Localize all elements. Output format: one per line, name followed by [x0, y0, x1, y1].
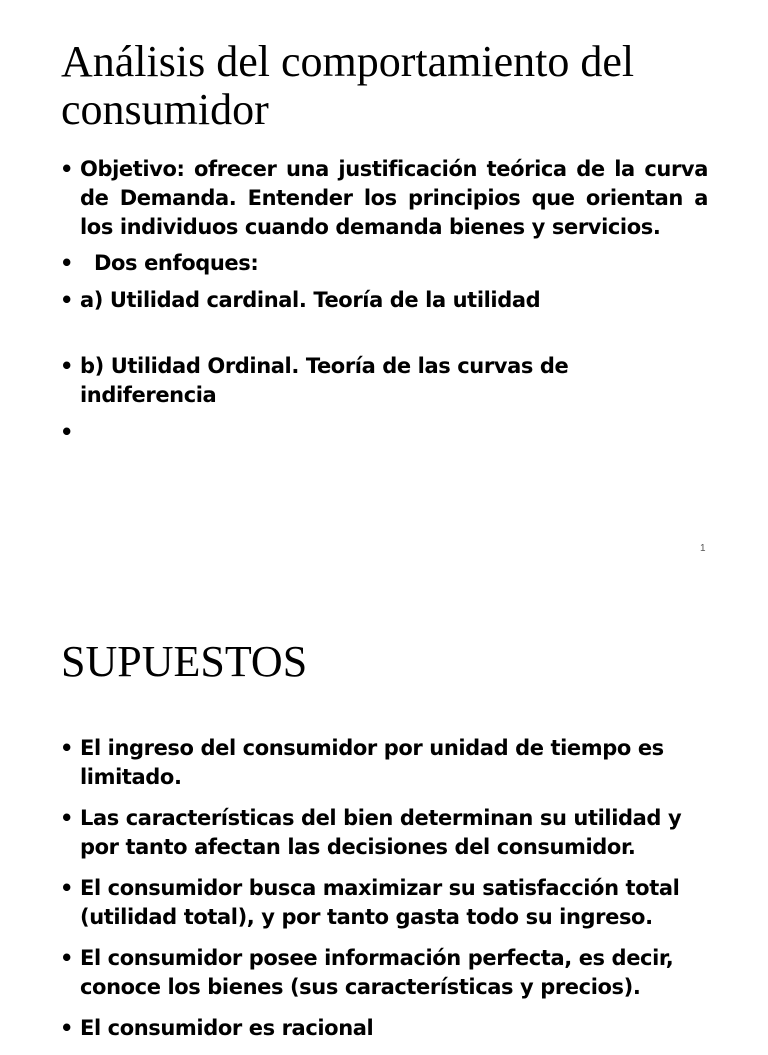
bullet-icon: •: [60, 736, 74, 760]
slide-2: [0, 576, 768, 1040]
bullet-text: El consumidor posee información perfecta, es decir, conoce los bienes (sus características y precios).: [80, 946, 674, 999]
bullet-icon: •: [60, 157, 74, 181]
list-item: [60, 249, 708, 278]
bullet-icon: •: [60, 806, 74, 830]
slide-title: Análisis del comportamiento del consumidor: [61, 37, 635, 134]
list-item: [60, 1014, 708, 1043]
bullet-icon: •: [60, 876, 74, 900]
slide-title: SUPUESTOS: [61, 637, 308, 686]
list-item: [60, 352, 708, 410]
bullet-text: b) Utilidad Ordinal. Teoría de las curvas de indiferencia: [80, 354, 569, 407]
list-item: [60, 874, 708, 932]
bullet-text: a) Utilidad cardinal. Teoría de la utilidad: [80, 288, 541, 312]
bullet-text: Objetivo: ofrecer una justificación teórica de la curva de Demanda. Entender los principios que orientan a los individuos cuando demanda bienes y servicios.: [80, 157, 708, 239]
bullet-icon: •: [60, 354, 74, 378]
bullet-icon: •: [60, 288, 74, 312]
bullet-text: Las características del bien determinan su utilidad y por tanto afectan las decisiones del consumidor.: [80, 806, 682, 859]
list-item: [60, 418, 708, 447]
bullet-text: Dos enfoques:: [94, 251, 259, 275]
bullet-text: [80, 420, 87, 444]
bullet-list: [60, 155, 708, 447]
bullet-list: [60, 734, 708, 1055]
list-item: [60, 944, 708, 1002]
bullet-icon: •: [60, 946, 74, 970]
bullet-icon: •: [60, 1016, 74, 1040]
bullet-icon: •: [60, 251, 74, 275]
list-item: [60, 804, 708, 862]
page-number: 1: [700, 543, 706, 554]
list-item: [60, 734, 708, 792]
list-item: [60, 286, 708, 315]
bullet-text: El ingreso del consumidor por unidad de tiempo es limitado.: [80, 736, 664, 789]
bullet-text: El consumidor es racional: [80, 1016, 374, 1040]
list-item: [60, 155, 708, 242]
bullet-icon: •: [60, 420, 74, 444]
bullet-text: El consumidor busca maximizar su satisfacción total (utilidad total), y por tanto gasta todo su ingreso.: [80, 876, 680, 929]
